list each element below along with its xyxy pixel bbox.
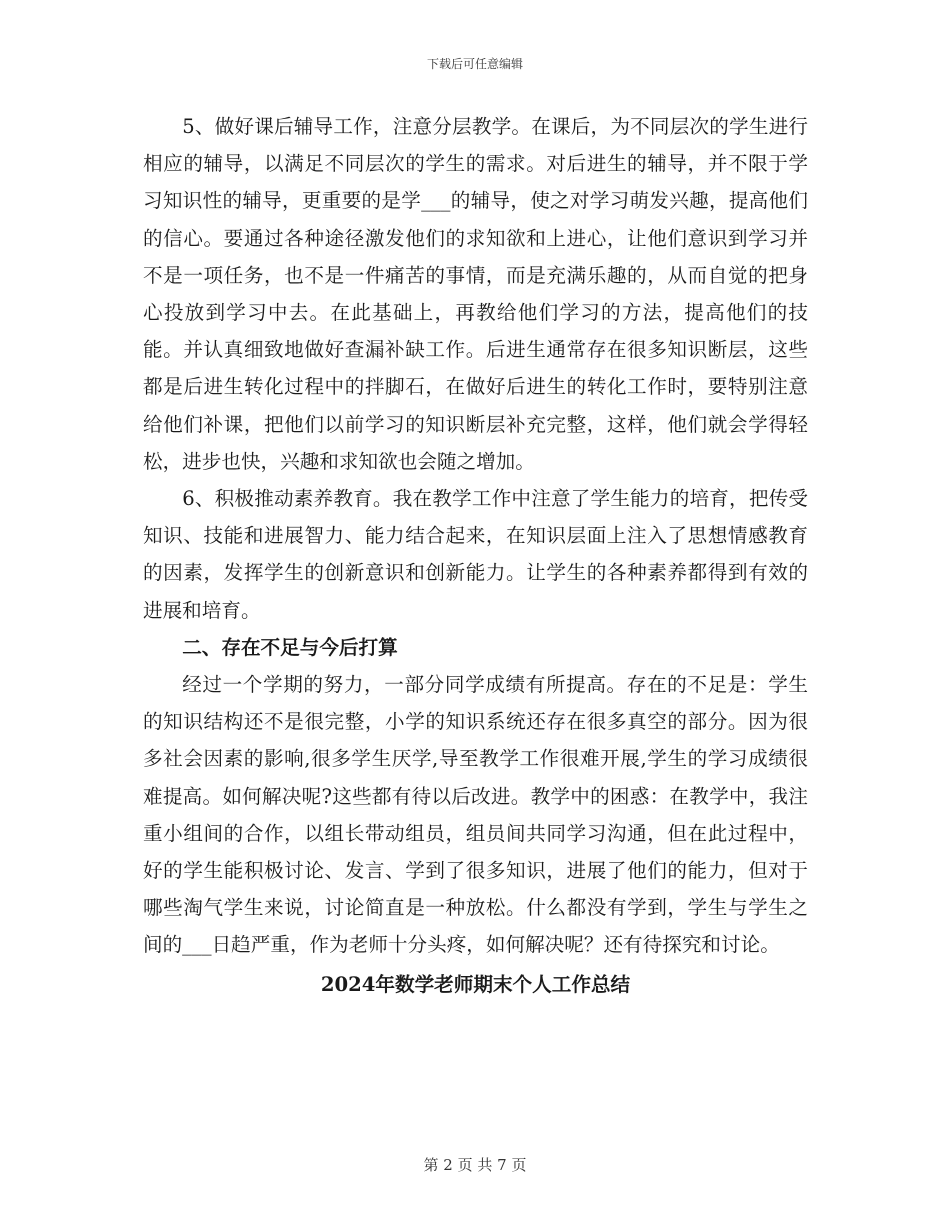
next-document-title: 2024年数学老师期末个人工作总结: [320, 972, 631, 996]
paragraph-shortcomings: 经过一个学期的努力，一部分同学成绩有所提高。存在的不足是：学生的知识结构还不是很完整，小学的知识系统还存在很多真空的部分。因为很多社会因素的影响,很多学生厌学,导至教学工作很难开展,学生的学习成绩很难提高。如何解决呢?这些都有待以后改进。教学中的困惑：在教学中，我注重小组间的合作，以组长带动组员，组员间共同学习沟通，但在此过程中，好的学生能积极讨论、发言、学到了很多知识，进展了他们的能力，但对于哪些淘气学生来说，讨论简直是一种放松。什么都没有学到，学生与学生之间的___日趋严重，作为老师十分头疼，如何解决呢？还有待探究和讨论。: [143, 673, 808, 957]
page-footer: 第 2 页 共 7 页: [423, 1156, 527, 1174]
paragraph-quality-education: 6、积极推动素养教育。我在教学工作中注意了学生能力的培育，把传受知识、技能和进展智力、能力结合起来，在知识层面上注入了思想情感教育的因素，发挥学生的创新意识和创新能力。让学生的各种素养都得到有效的进展和培育。: [143, 487, 808, 622]
paragraph-tutoring: 5、做好课后辅导工作，注意分层教学。在课后，为不同层次的学生进行相应的辅导，以满足不同层次的学生的需求。对后进生的辅导，并不限于学习知识性的辅导，更重要的是学___的辅导，使之对学习萌发兴趣，提高他们的信心。要通过各种途径激发他们的求知欲和上进心，让他们意识到学习并不是一项任务，也不是一件痛苦的事情，而是充满乐趣的，从而自觉的把身心投放到学习中去。在此基础上，再教给他们学习的方法，提高他们的技能。并认真细致地做好查漏补缺工作。后进生通常存在很多知识断层，这些都是后进生转化过程中的拌脚石，在做好后进生的转化工作时，要特别注意给他们补课，把他们以前学习的知识断层补充完整，这样，他们就会学得轻松，进步也快，兴趣和求知欲也会随之增加。: [143, 115, 808, 473]
section-heading-shortcomings: 二、存在不足与今后打算: [182, 635, 398, 659]
document-body: [143, 108, 808, 1003]
page-header: 下载后可任意编辑: [426, 57, 523, 71]
